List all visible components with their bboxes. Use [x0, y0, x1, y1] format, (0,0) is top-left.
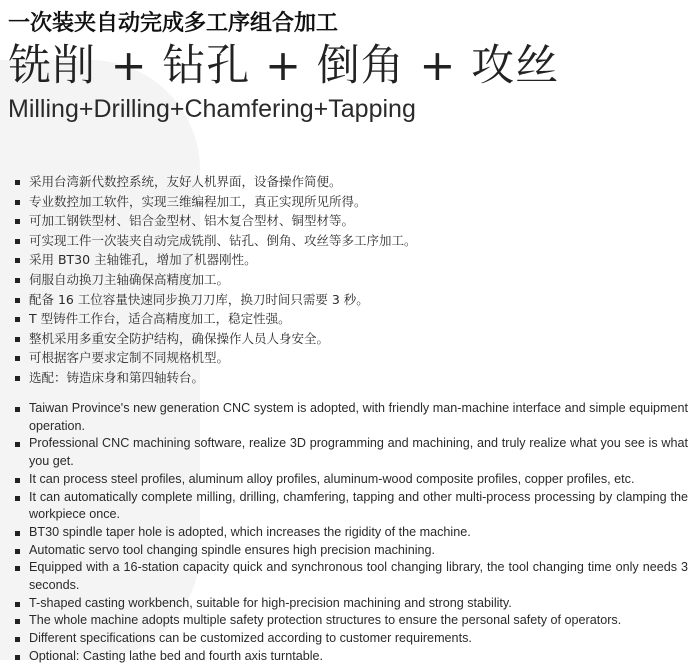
process-title-en: Milling+Drilling+Chamfering+Tapping: [8, 95, 416, 123]
bullet-icon: [15, 317, 20, 322]
feature-text: 伺服自动换刀主轴确保高精度加工。: [29, 271, 230, 287]
feature-item-en: [8, 595, 688, 613]
feature-item-en: [8, 542, 688, 560]
feature-text: 可根据客户要求定制不同规格机型。: [29, 350, 230, 366]
feature-text: T-shaped casting workbench, suitable for high-precision machining and strong stability.: [29, 595, 512, 610]
feature-item-en: [8, 524, 688, 542]
feature-item-cn: [8, 211, 688, 231]
feature-text: BT30 spindle taper hole is adopted, which increases the rigidity of the machine.: [29, 524, 471, 539]
feature-item-en: [8, 648, 688, 666]
feature-item-en: [8, 435, 688, 470]
feature-text: 选配：铸造床身和第四轴转台。: [29, 369, 205, 385]
feature-text: 采用台湾新代数控系统，友好人机界面，设备操作简便。: [29, 174, 342, 189]
features-list-en: [8, 400, 688, 666]
bullet-icon: [15, 655, 20, 660]
feature-text: Equipped with a 16-station capacity quick and synchronous tool changing library, the tool changing time only needs 3 seconds.: [29, 560, 688, 593]
bullet-icon: [15, 200, 20, 205]
process-title-cn: 铣削 + 钻孔 + 倒角 + 攻丝: [8, 41, 560, 91]
feature-text: It can process steel profiles, aluminum alloy profiles, aluminum-wood composite profiles, copper profiles, etc.: [29, 471, 635, 486]
bullet-icon: [15, 278, 20, 283]
bullet-icon: [15, 637, 20, 642]
feature-item-en: [8, 471, 688, 489]
feature-item-cn: [8, 309, 688, 329]
feature-item-cn: [8, 231, 688, 251]
features-list-cn: [8, 172, 688, 388]
feature-item-cn: [8, 329, 688, 349]
feature-text: 可加工钢铁型材、铝合金型材、铝木复合型材、铜型材等。: [29, 213, 355, 229]
bullet-icon: [15, 298, 20, 303]
feature-item-cn: [8, 368, 688, 388]
feature-item-cn: [8, 290, 688, 310]
bullet-icon: [15, 478, 20, 483]
feature-text: Optional: Casting lathe bed and fourth axis turntable.: [29, 648, 324, 663]
bullet-icon: [15, 566, 20, 571]
bullet-icon: [15, 496, 20, 501]
feature-item-cn: [8, 172, 688, 192]
feature-item-en: [8, 489, 688, 524]
bullet-icon: [15, 407, 20, 412]
feature-item-cn: [8, 192, 688, 212]
bullet-icon: [15, 239, 20, 244]
feature-text: 采用 BT30 主轴锥孔，增加了机器刚性。: [29, 252, 257, 268]
bullet-icon: [15, 619, 20, 624]
bullet-icon: [15, 602, 20, 607]
feature-text: Automatic servo tool changing spindle ensures high precision machining.: [29, 542, 436, 557]
feature-item-en: [8, 612, 688, 630]
feature-item-cn: [8, 348, 688, 368]
feature-text: 可实现工件一次装夹自动完成铣削、钻孔、倒角、攻丝等多工序加工。: [29, 232, 417, 248]
bullet-icon: [15, 531, 20, 536]
feature-text: T 型铸件工作台，适合高精度加工，稳定性强。: [29, 311, 291, 327]
feature-item-cn: [8, 250, 688, 270]
feature-text: 专业数控加工软件，实现三维编程加工，真正实现所见所得。: [29, 193, 367, 209]
feature-text: 整机采用多重安全防护结构，确保操作人员人身安全。: [29, 330, 330, 346]
bullet-icon: [15, 180, 20, 185]
feature-text: It can automatically complete milling, drilling, chamfering, tapping and other multi-process processing by clamping the workpiece once.: [29, 489, 688, 522]
feature-item-en: [8, 559, 688, 594]
feature-text: 配备 16 工位容量快速同步换刀刀库，换刀时间只需要 3 秒。: [29, 291, 369, 307]
feature-item-en: [8, 400, 688, 435]
bullet-icon: [15, 356, 20, 361]
feature-text: Professional CNC machining software, realize 3D programming and machining, and truly realize what you see is what you get.: [29, 436, 688, 469]
bullet-icon: [15, 549, 20, 554]
feature-text: Taiwan Province's new generation CNC system is adopted, with friendly man-machine interface and simple equipment operation.: [29, 401, 688, 433]
headline: 一次装夹自动完成多工序组合加工: [8, 11, 339, 36]
feature-item-cn: [8, 270, 688, 290]
feature-text: Different specifications can be customized according to customer requirements.: [29, 631, 472, 646]
feature-text: The whole machine adopts multiple safety protection structures to ensure the personal safety of operators.: [29, 613, 622, 628]
bullet-icon: [15, 442, 20, 447]
bullet-icon: [15, 376, 20, 381]
feature-item-en: [8, 630, 688, 648]
bullet-icon: [15, 219, 20, 224]
bullet-icon: [15, 258, 20, 263]
bullet-icon: [15, 337, 20, 342]
